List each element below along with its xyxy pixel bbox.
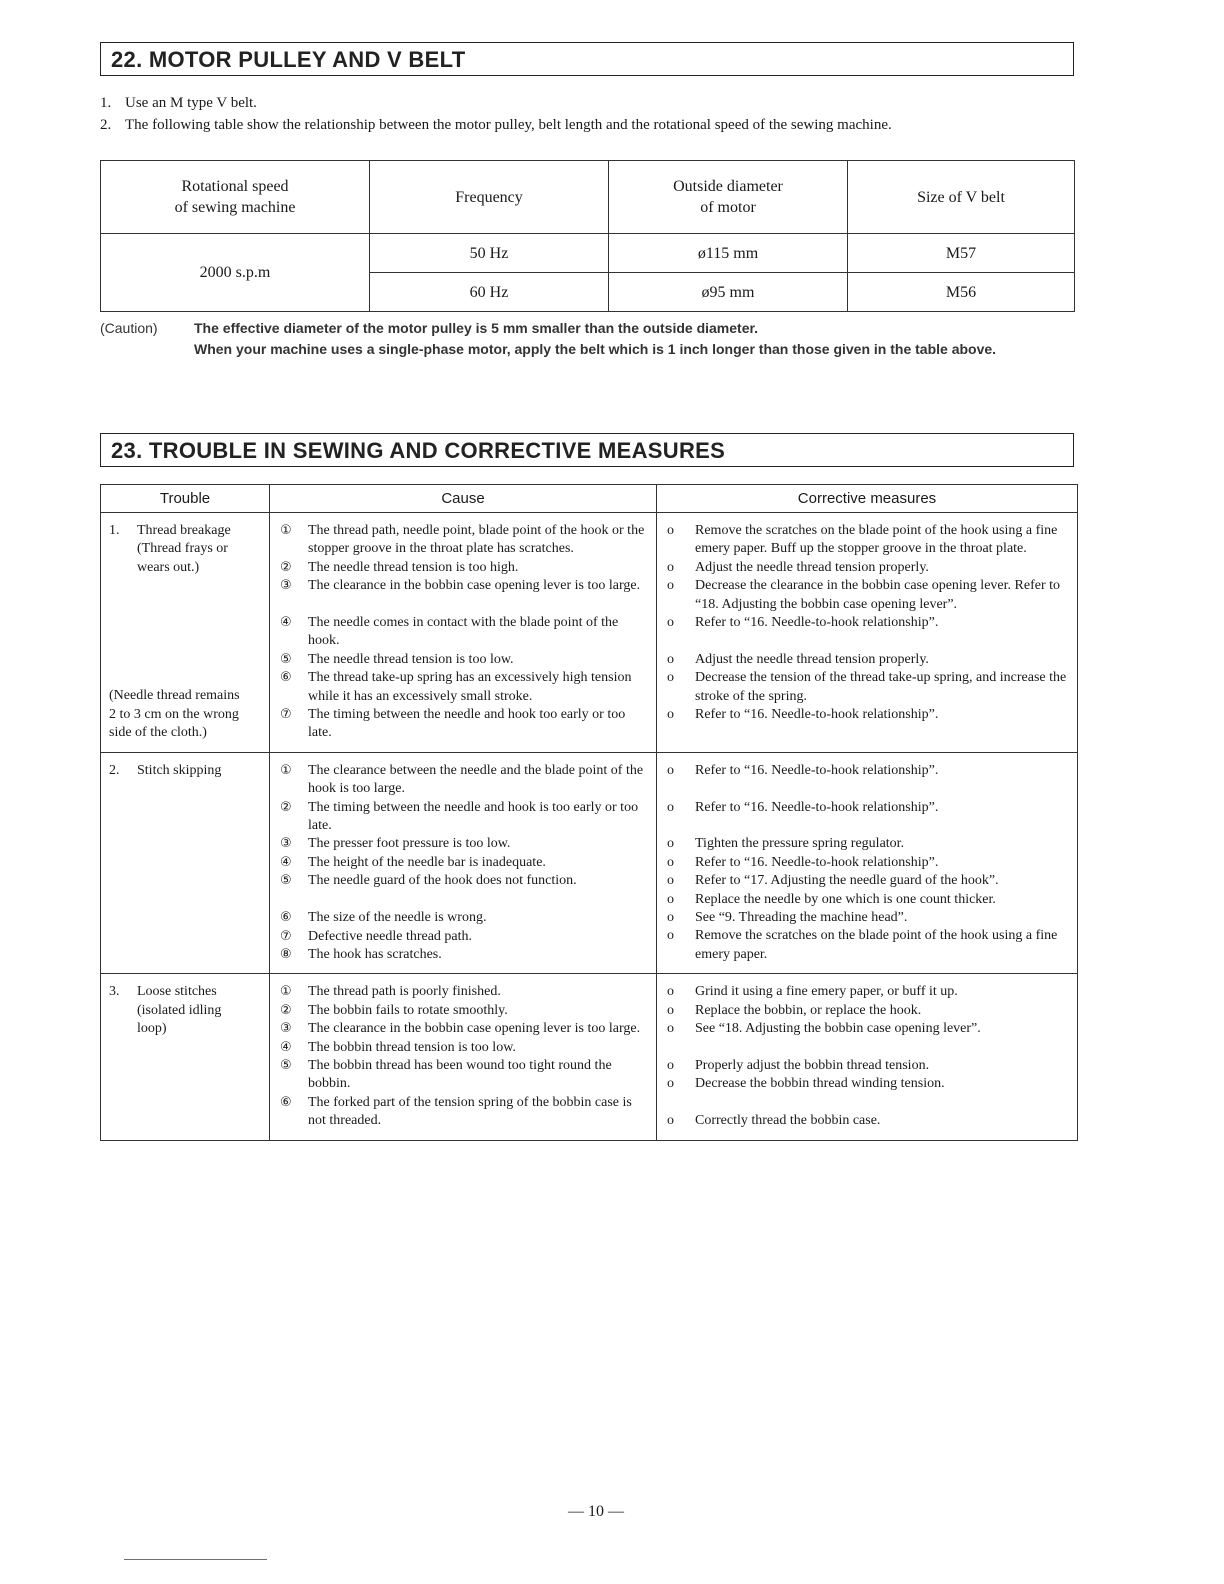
list-item: o Adjust the needle thread tension properly. — [667, 651, 929, 667]
list-item: o Adjust the needle thread tension properly. — [667, 559, 929, 575]
header-diameter: Outside diameter of motor — [609, 161, 848, 234]
list-item: o Replace the bobbin, or replace the hook. — [667, 1002, 922, 1018]
speed-cell: 2000 s.p.m — [101, 234, 370, 312]
cause-cell — [270, 974, 657, 1140]
list-item: o Grind it using a fine emery paper, or buff it up. — [667, 984, 958, 1000]
list-item: ④ The needle comes in contact with the blade point of the hook. — [280, 615, 619, 649]
section-23-title: 23. TROUBLE IN SEWING AND CORRECTIVE MEASURES — [100, 433, 1074, 467]
list-item: ⑥ The thread take-up spring has an excessively high tension while it has an excessively small stroke. — [280, 670, 632, 704]
list-item: o Decrease the clearance in the bobbin case opening lever. Refer to “18. Adjusting the bobbin case opening lever”. — [667, 578, 1060, 612]
list-item: o Properly adjust the bobbin thread tension. — [667, 1057, 930, 1073]
trouble-table — [100, 484, 1078, 1141]
table-header-row — [101, 485, 1078, 513]
table-row — [101, 752, 1078, 973]
diameter-cell: ø115 mm — [609, 234, 848, 273]
list-item: o Remove the scratches on the blade point of the hook using a fine emery paper. — [667, 928, 1058, 962]
table-row — [101, 513, 1078, 753]
list-item: ⑤ The needle thread tension is too low. — [280, 651, 514, 667]
list-item: o See “9. Threading the machine head”. — [667, 910, 908, 926]
header-speed: Rotational speed of sewing machine — [101, 161, 370, 234]
list-item: 2. The following table show the relationship between the motor pulley, belt length and the rotational speed of the sewing machine. — [100, 117, 892, 133]
page-number: — 10 — — [568, 1503, 624, 1520]
footer-rule — [124, 1559, 267, 1560]
table-row — [101, 234, 1075, 273]
list-item: o Decrease the bobbin thread winding tension. — [667, 1076, 945, 1092]
list-item: o Refer to “16. Needle-to-hook relationship”. — [667, 799, 939, 815]
list-item: o Tighten the pressure spring regulator. — [667, 836, 905, 852]
list-item: ③ The presser foot pressure is too low. — [280, 836, 511, 852]
list-item: ③ The clearance in the bobbin case opening lever is too large. — [280, 578, 641, 594]
header-trouble: Trouble — [101, 485, 270, 513]
measures-cell — [657, 974, 1078, 1140]
list-item: 1. Use an M type V belt. — [100, 95, 257, 111]
table-header-row — [101, 161, 1075, 234]
intro-list — [100, 92, 1100, 136]
table-row — [101, 974, 1078, 1140]
list-item: ② The needle thread tension is too high. — [280, 559, 519, 575]
trouble-cell: 3. Loose stitches (isolated idling loop) — [101, 974, 270, 1140]
list-item: ② The bobbin fails to rotate smoothly. — [280, 1002, 508, 1018]
list-item: o Refer to “16. Needle-to-hook relationship”. — [667, 854, 939, 870]
list-item: ① The thread path is poorly finished. — [280, 984, 501, 1000]
list-item: ⑤ The needle guard of the hook does not function. — [280, 873, 577, 889]
measures-cell — [657, 513, 1078, 753]
belt-size-cell: M56 — [848, 273, 1075, 312]
list-item: ⑧ The hook has scratches. — [280, 946, 442, 962]
list-item: o Correctly thread the bobbin case. — [667, 1113, 881, 1129]
list-item: ⑤ The bobbin thread has been wound too tight round the bobbin. — [280, 1057, 612, 1092]
section-22-title: 22. MOTOR PULLEY AND V BELT — [100, 42, 1074, 76]
list-item: ③ The clearance in the bobbin case opening lever is too large. — [280, 1021, 641, 1037]
frequency-cell: 60 Hz — [370, 273, 609, 312]
list-item: ⑦ The timing between the needle and hook too early or too late. — [280, 707, 626, 741]
list-item: o See “18. Adjusting the bobbin case opening lever”. — [667, 1021, 981, 1037]
caution-label: (Caution) — [100, 320, 158, 336]
header-cause: Cause — [270, 485, 657, 513]
list-item: ① The thread path, needle point, blade point of the hook or the stopper groove in the throat plate has scratches. — [280, 523, 645, 557]
trouble-cell: 1. Thread breakage (Thread frays or wears out.) (Needle thread remains 2 to 3 cm on the wrong side of the cloth.) — [101, 513, 270, 753]
belt-spec-table — [100, 160, 1075, 312]
list-item: o Refer to “16. Needle-to-hook relationship”. — [667, 615, 939, 631]
list-item: o Remove the scratches on the blade point of the hook using a fine emery paper. Buff up the stopper groove in the throat plate. — [667, 523, 1058, 557]
list-item: o Decrease the tension of the thread take-up spring, and increase the stroke of the spring. — [667, 670, 1067, 704]
list-item: ④ The height of the needle bar is inadequate. — [280, 854, 546, 870]
list-item: o Refer to “16. Needle-to-hook relationship”. — [667, 707, 939, 723]
list-item: o Refer to “17. Adjusting the needle guard of the hook”. — [667, 873, 999, 889]
list-item: o Refer to “16. Needle-to-hook relationship”. — [667, 762, 939, 778]
list-item: ⑥ The size of the needle is wrong. — [280, 910, 487, 926]
list-item: ⑦ Defective needle thread path. — [280, 928, 473, 944]
measures-cell — [657, 752, 1078, 973]
list-item: ⑥ The forked part of the tension spring of the bobbin case is not threaded. — [280, 1094, 632, 1129]
list-item: o Replace the needle by one which is one count thicker. — [667, 891, 996, 907]
diameter-cell: ø95 mm — [609, 273, 848, 312]
header-measures: Corrective measures — [657, 485, 1078, 513]
caution-text: The effective diameter of the motor pulley is 5 mm smaller than the outside diameter. When your machine uses a single-phase motor, apply the belt which is 1 inch longer than those given in the table above. — [194, 320, 997, 357]
belt-size-cell: M57 — [848, 234, 1075, 273]
list-item: ② The timing between the needle and hook is too early or too late. — [280, 799, 639, 834]
frequency-cell: 50 Hz — [370, 234, 609, 273]
cause-cell — [270, 513, 657, 753]
cause-cell — [270, 752, 657, 973]
header-belt-size: Size of V belt — [848, 161, 1075, 234]
header-frequency: Frequency — [370, 161, 609, 234]
list-item: ① The clearance between the needle and the blade point of the hook is too large. — [280, 762, 644, 797]
list-item: ④ The bobbin thread tension is too low. — [280, 1039, 516, 1055]
trouble-cell: 2. Stitch skipping — [101, 752, 270, 973]
